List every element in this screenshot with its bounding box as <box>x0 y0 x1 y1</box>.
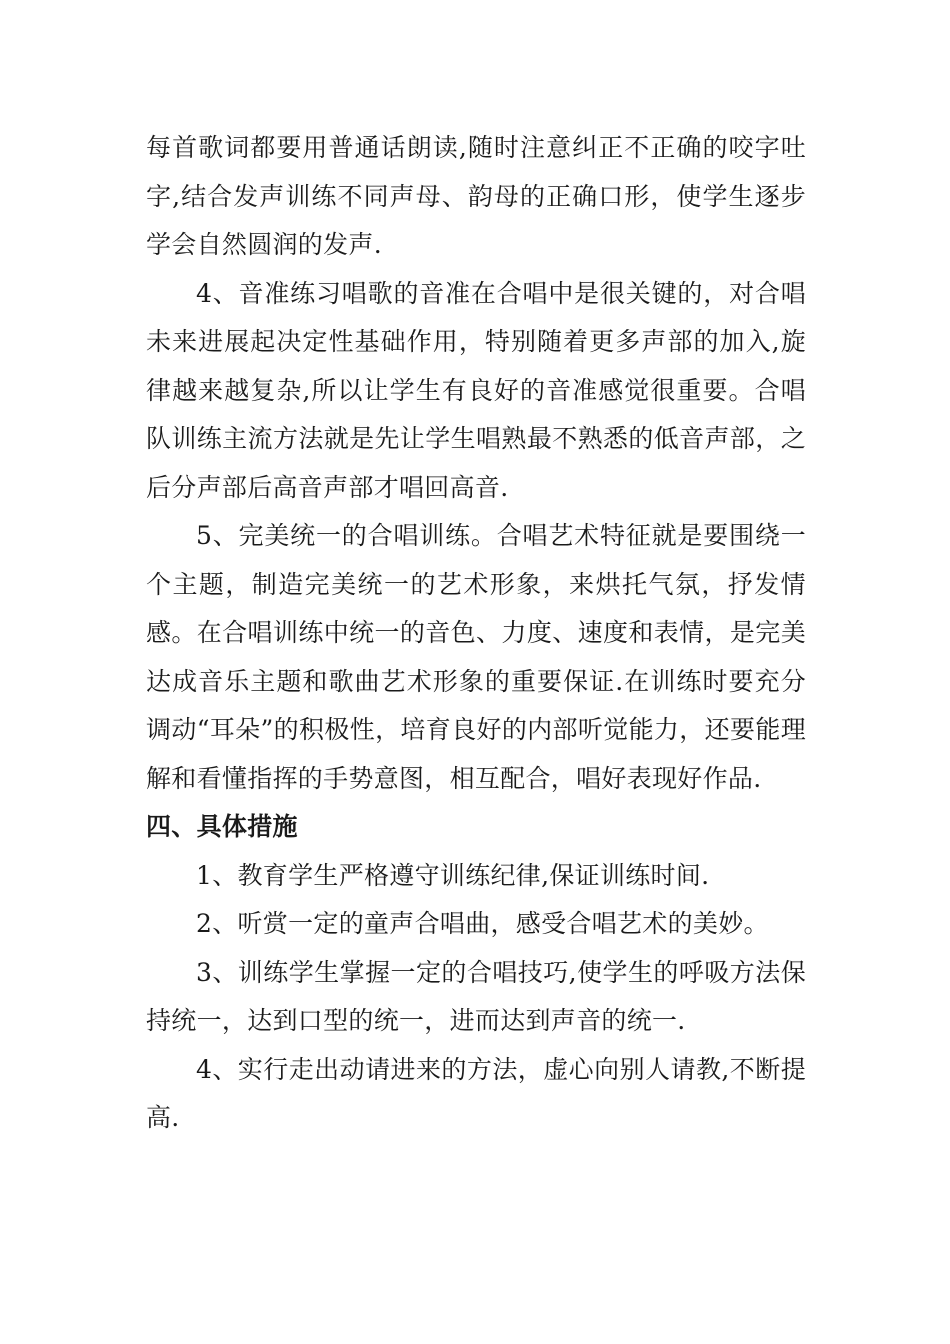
measure-item-3: 3、训练学生掌握一定的合唱技巧,使学生的呼吸方法保持统一，达到口型的统一，进而达到声音的统一. <box>146 957 806 1035</box>
measure-item-1: 1、教育学生严格遵守训练纪律,保证训练时间. <box>196 860 710 890</box>
document-body <box>146 124 806 1143</box>
section-heading: 四、具体措施 <box>146 812 298 841</box>
paragraph-pitch-practice: 4、音准练习唱歌的音准在合唱中是很关键的，对合唱未来进展起决定性基础作用，特别随着更多声部的加入,旋律越来越复杂,所以让学生有良好的音准感觉很重要。合唱队训练主流方法就是先让学生唱熟最不熟悉的低音声部，之后分声部后高音声部才唱回高音. <box>146 278 806 502</box>
paragraph-pronunciation: 每首歌词都要用普通话朗读,随时注意纠正不正确的咬字吐字,结合发声训练不同声母、韵母的正确口形，使学生逐步学会自然圆润的发声. <box>146 133 806 259</box>
measure-item-4: 4、实行走出动请进来的方法，虚心向别人请教,不断提高. <box>146 1054 806 1132</box>
paragraph-unified-training: 5、完美统一的合唱训练。合唱艺术特征就是要围绕一个主题，制造完美统一的艺术形象，来烘托气氛，抒发情感。在合唱训练中统一的音色、力度、速度和表情，是完美达成音乐主题和歌曲艺术形象的重要保证.在训练时要充分调动“耳朵”的积极性，培育良好的内部听觉能力，还要能理解和看懂指挥的手势意图，相互配合，唱好表现好作品. <box>146 521 806 793</box>
measure-item-2: 2、听赏一定的童声合唱曲，感受合唱艺术的美妙。 <box>196 909 769 938</box>
